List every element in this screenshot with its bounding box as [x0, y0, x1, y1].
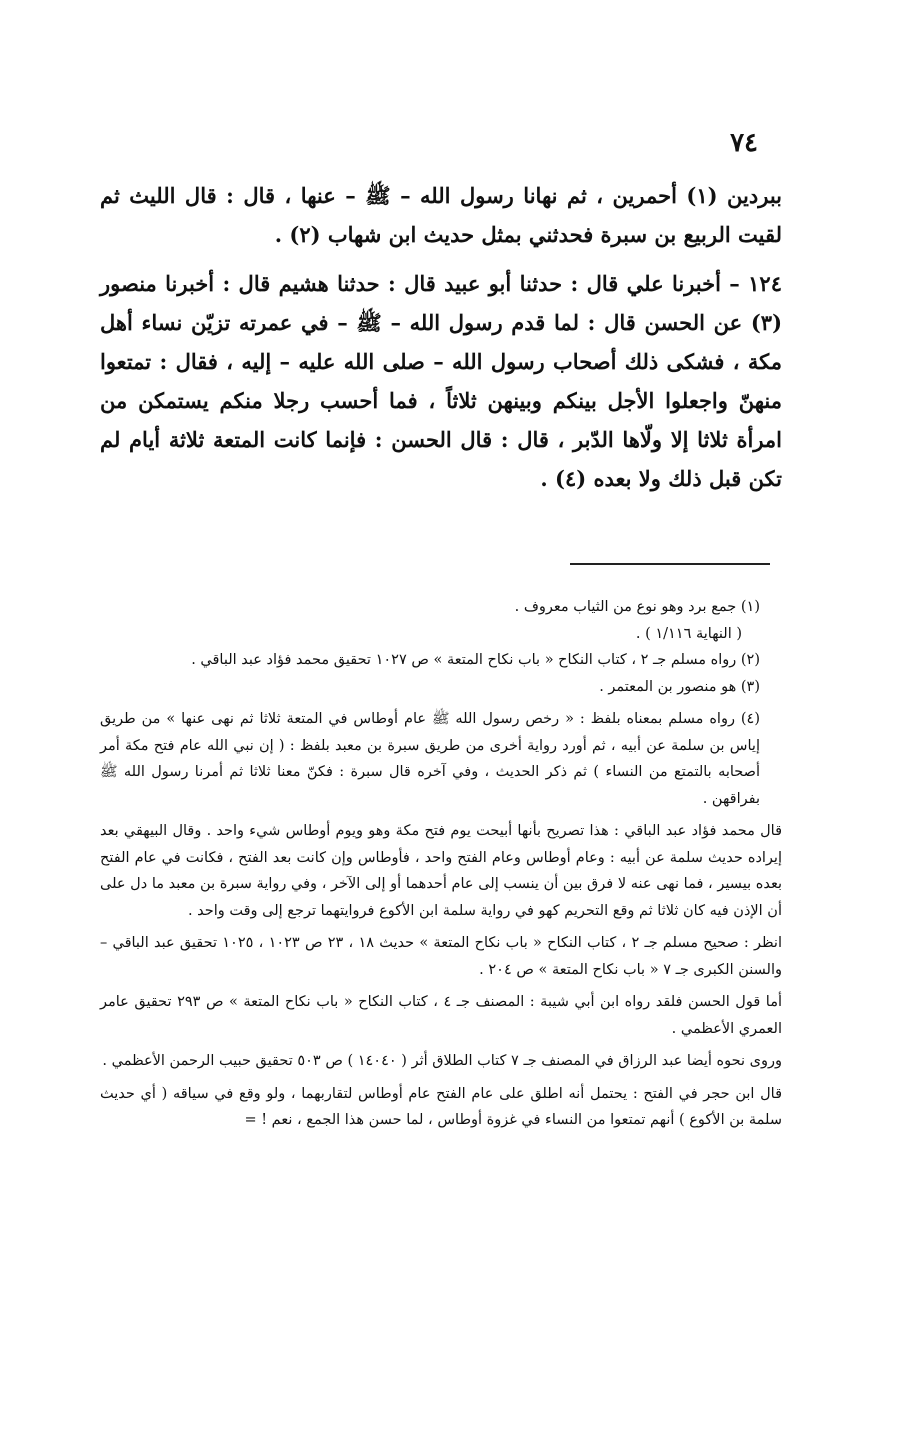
footnote-4: (٤) رواه مسلم بمعناه بلفظ : « رخص رسول الله ﷺ عام أوطاس في المتعة ثلاثا ثم نهى عنها » من طريق إياس بن سلمة عن أبيه ، ثم أورد رواية أخرى من طريق سبرة بن معبد بلفظ : ( إن نبي الله عام فتح مكة أمر أصحابه بالتمتع من النساء ) ثم ذكر الحديث ، وفي آخره قال سبرة : فكنّ معنا ثلاثا ثم أمرنا رسول الله ﷺ بفراقهن . — [100, 711, 760, 807]
page-number: ٧٤ — [730, 128, 758, 158]
main-text — [100, 176, 782, 498]
footnote-4-hasan-saying: أما قول الحسن فلقد رواه ابن أبي شيبة : المصنف جـ ٤ ، كتاب النكاح « باب نكاح المتعة » ص ٢٩٣ تحقيق عامر العمري الأعظمي . — [100, 994, 782, 1037]
footnote-4-abdulrazzaq: وروى نحوه أيضا عبد الرزاق في المصنف جـ ٧ كتاب الطلاق أثر ( ١٤٠٤٠ ) ص ٥٠٣ تحقيق حبيب الرحمن الأعظمي . — [102, 1053, 782, 1069]
footnote-separator — [570, 563, 770, 565]
footnote-4-ibn-hajar: قال ابن حجر في الفتح : يحتمل أنه اطلق على عام الفتح عام أوطاس لتقاربهما ، ولو وقع في سياقه ( أي حديث سلمة بن الأكوع ) أنهم تمتعوا من النساء في غزوة أوطاس ، لما حسن هذا الجمع ، نعم ! = — [100, 1085, 782, 1128]
main-paragraph-2: ١٢٤ – أخبرنا علي قال : حدثنا أبو عبيد قال : حدثنا هشيم قال : أخبرنا منصور (٣) عن الحسن قال : لما قدم رسول الله – ﷺ – في عمرته تزيّن نساء أهل مكة ، فشكى ذلك أصحاب رسول الله – صلى الله عليه – إليه ، فقال : تمتعوا منهنّ واجعلوا الأجل بينكم وبينهن ثلاثاً ، فما أحسب رجلا منكم يستمكن من امرأة ثلاثا إلا ولّاها الدّبر ، قال : قال الحسن : فإنما كانت المتعة ثلاثة أيام لم تكن قبل ذلك ولا بعده (٤) . — [100, 271, 782, 491]
footnote-4-see-also: انظر : صحيح مسلم جـ ٢ ، كتاب النكاح « باب نكاح المتعة » حديث ١٨ ، ٢٣ ص ١٠٢٣ ، ١٠٢٥ تحقيق عبد الباقي – والسنن الكبرى جـ ٧ « باب نكاح المتعة » ص ٢٠٤ . — [100, 935, 782, 978]
footnote-3: (٣) هو منصور بن المعتمر . — [599, 678, 760, 695]
main-paragraph-1: ببردين (١) أحمرين ، ثم نهانا رسول الله – ﷺ – عنها ، قال : قال الليث ثم لقيت الربيع بن سبرة فحدثني بمثل حديث ابن شهاب (٢) . — [100, 183, 782, 247]
footnote-4-commentary: قال محمد فؤاد عبد الباقي : هذا تصريح بأنها أبيحت يوم فتح مكة وهو ويوم أوطاس شيء واحد . وقال البيهقي بعد إيراده حديث سلمة عن أبيه : وعام أوطاس وعام الفتح واحد ، فأوطاس وإن كانت بعد الفتح ، فكانت في عام الفتح بعده بيسير ، فما نهى عنه لا فرق بين أن ينسب إلى عام أحدهما أو إلى الآخر ، وفي رواية سبرة بن معبد ما دل على أن الإذن فيه كان ثلاثا ثم وقع التحريم كهو في رواية سلمة ابن الأكوع فروايتهما ترجع إلى وقت واحد . — [100, 823, 782, 919]
footnotes — [100, 594, 782, 1134]
footnote-2: (٢) رواه مسلم جـ ٢ ، كتاب النكاح « باب نكاح المتعة » ص ١٠٢٧ تحقيق محمد فؤاد عبد الباقي . — [191, 652, 760, 668]
footnote-1: (١) جمع برد وهو نوع من الثياب معروف . — [514, 599, 760, 615]
footnote-1-reference: ( النهاية ١/١١٦ ) . — [635, 625, 742, 642]
